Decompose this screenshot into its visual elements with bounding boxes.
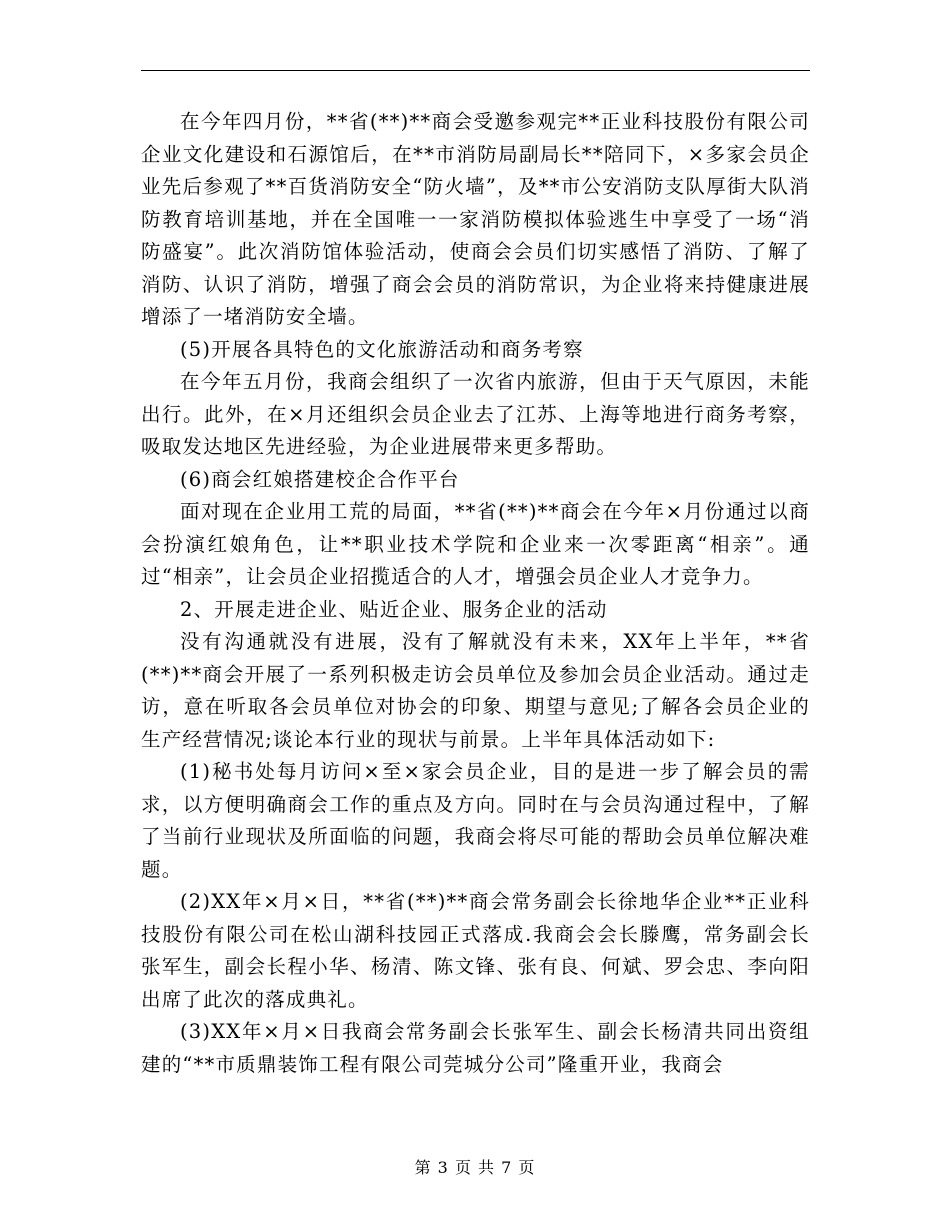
section-heading: 2、开展走进企业、贴近企业、服务企业的活动 xyxy=(180,597,608,621)
page-footer: 第 3 页 共 7 页 xyxy=(414,1158,536,1177)
paragraph: 在今年五月份，我商会组织了一次省内旅游，但由于天气原因，未能出行。此外，在×月还组织会员企业去了江苏、上海等地进行商务考察，吸取发达地区先进经验，为企业进展带来更多帮助。 xyxy=(141,370,810,458)
paragraph: 面对现在企业用工荒的局面，**省(**)**商会在今年×月份通过以商会扮演红娘角色，让**职业技术学院和企业来一次零距离“相亲”。通过“相亲”，让会员企业招揽适合的人才，增强会员企业人才竞争力。 xyxy=(141,500,810,588)
section-heading: (5)开展各具特色的文化旅游活动和商务考察 xyxy=(180,337,584,361)
paragraph: (2)XX年×月×日，**省(**)**商会常务副会长徐地华企业**正业科技股份有限公司在松山湖科技园正式落成.我商会会长滕鹰，常务副会长张军生，副会长程小华、杨清、陈文锋、张有良、何斌、罗会忠、李向阳出席了此次的落成典礼。 xyxy=(141,890,810,1011)
paragraph: (3)XX年×月×日我商会常务副会长张军生、副会长杨清共同出资组建的“**市质鼎装饰工程有限公司莞城分公司”隆重开业，我商会 xyxy=(141,1020,810,1076)
header-rule xyxy=(141,70,810,71)
paragraph: 没有沟通就没有进展，没有了解就没有未来，XX年上半年，**省(**)**商会开展了一系列积极走访会员单位及参加会员企业活动。通过走访，意在听取各会员单位对协会的印象、期望与意见;了解各会员企业的生产经营情况;谈论本行业的现状与前景。上半年具体活动如下: xyxy=(141,630,810,751)
paragraph: 在今年四月份，**省(**)**商会受邀参观完**正业科技股份有限公司企业文化建设和石源馆后，在**市消防局副局长**陪同下，×多家会员企业先后参观了**百货消防安全“防火墙”，及**市公安消防支队厚街大队消防教育培训基地，并在全国唯一一家消防模拟体验逃生中享受了一场“消防盛宴”。此次消防馆体验活动，使商会会员们切实感悟了消防、了解了消防、认识了消防，增强了商会会员的消防常识，为企业将来持健康进展增添了一堵消防安全墙。 xyxy=(141,110,810,328)
document-body xyxy=(141,106,810,1081)
paragraph: (1)秘书处每月访问×至×家会员企业，目的是进一步了解会员的需求，以方便明确商会工作的重点及方向。同时在与会员沟通过程中，了解了当前行业现状及所面临的问题，我商会将尽可能的帮助会员单位解决难题。 xyxy=(141,760,810,881)
section-heading: (6)商会红娘搭建校企合作平台 xyxy=(180,467,460,491)
